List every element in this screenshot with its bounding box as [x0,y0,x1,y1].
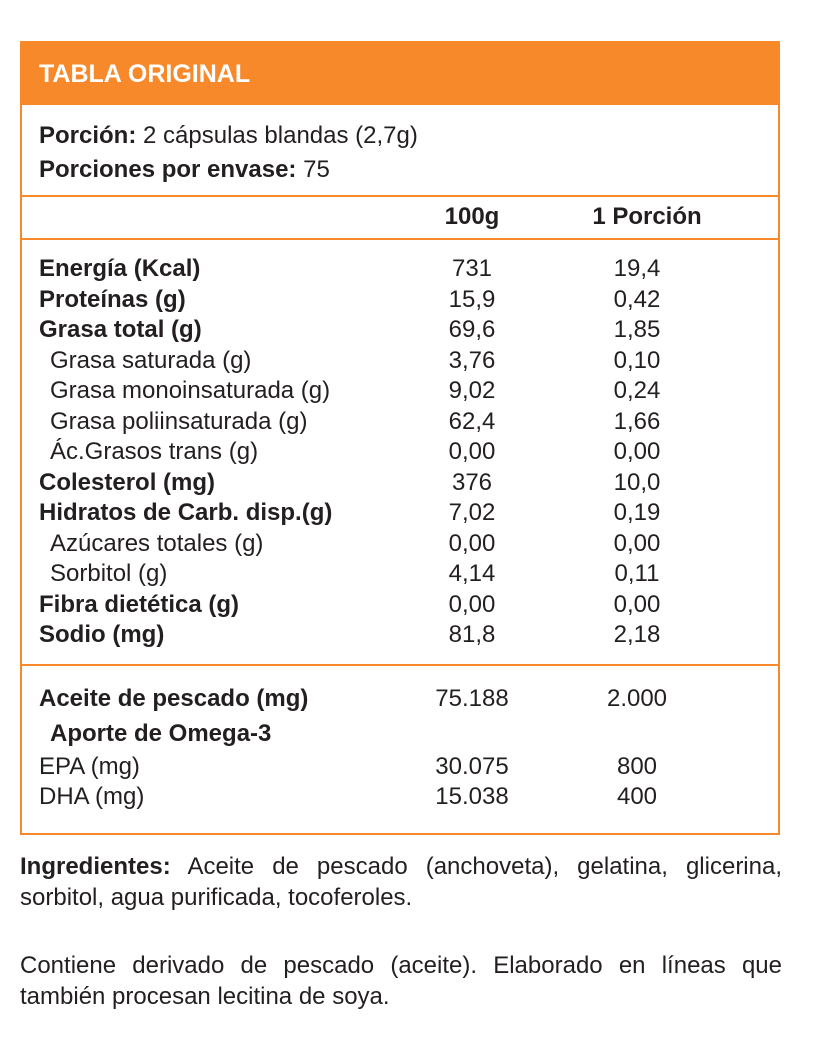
nutrient-label: Sorbitol (g) [50,560,168,587]
table-row [22,437,778,468]
per-pack-label: Porciones por envase: [39,156,297,183]
value-100g: 30.075 [435,752,509,780]
table-title: TABLA ORIGINAL [22,43,778,105]
value-portion: 0,00 [613,438,661,465]
omega-heading-row [22,715,778,752]
value-100g: 4,14 [448,560,496,587]
value-portion: 1,85 [613,316,661,343]
table-row [22,315,778,346]
serving-info [22,105,778,197]
table-row [22,684,778,715]
per-pack-line [39,153,778,187]
per-pack-value: 75 [303,156,330,183]
table-row [22,376,778,407]
nutrient-label: Colesterol (mg) [39,468,216,496]
value-100g: 0,00 [448,590,496,618]
value-portion: 19,4 [613,255,661,282]
value-100g: 62,4 [448,407,496,435]
nutrient-label: Grasa poliinsaturada (g) [50,407,308,435]
value-portion: 0,10 [613,346,661,374]
value-100g: 15.038 [435,783,509,810]
value-portion: 800 [616,752,658,780]
portion-line [39,119,778,153]
nutrient-label: Azúcares totales (g) [50,529,264,557]
nutrient-label: Ác.Grasos trans (g) [50,438,259,465]
fish-oil-label: Aceite de pescado (mg) [39,685,309,712]
table-row [22,498,778,529]
dha-label: DHA (mg) [39,783,145,810]
value-portion: 2,18 [613,621,661,648]
nutrition-table [20,41,780,835]
value-100g: 9,02 [448,377,496,404]
nutrient-label: Hidratos de Carb. disp.(g) [39,499,333,526]
portion-value: 2 cápsulas blandas (2,7g) [143,122,418,149]
epa-label: EPA (mg) [39,752,140,780]
table-row [22,407,778,438]
nutrient-label: Fibra dietética (g) [39,590,240,618]
value-portion: 0,19 [613,499,661,526]
value-100g: 0,00 [448,529,496,557]
table-row [22,782,778,813]
value-100g: 69,6 [448,316,496,343]
nutrient-label: Grasa monoinsaturada (g) [50,377,331,404]
nutrient-label: Grasa total (g) [39,316,202,343]
nutrient-label: Grasa saturada (g) [50,346,252,374]
table-row [22,254,778,285]
table-row [22,559,778,590]
value-portion: 10,0 [613,468,661,496]
portion-label: Porción: [39,122,137,149]
value-portion: 0,00 [613,590,661,618]
nutrient-label: Energía (Kcal) [39,255,201,282]
value-portion: 400 [616,783,658,810]
column-headers [22,197,778,240]
value-100g: 731 [451,255,493,282]
table-row [22,620,778,651]
nutrient-rows [22,240,778,651]
ingredients-paragraph [20,851,782,913]
value-portion: 1,66 [613,407,661,435]
oil-section [22,684,778,813]
value-portion: 2.000 [606,685,668,712]
value-100g: 75.188 [435,685,509,712]
value-100g: 7,02 [448,499,496,526]
table-row [22,468,778,499]
table-row [22,752,778,783]
section-divider [22,664,778,666]
col-header-portion: 1 Porción [592,203,702,230]
value-portion: 0,24 [613,377,661,404]
nutrient-label: Sodio (mg) [39,621,165,648]
table-row [22,590,778,621]
ingredients-text: Aceite de pescado (anchoveta), gelatina, glicerina, sorbitol, agua purificada, tocoferoles. [20,853,783,911]
value-100g: 3,76 [448,346,496,374]
allergen-note: Contiene derivado de pescado (aceite). Elaborado en líneas que también procesan lecitina de soya. [20,952,782,1010]
value-100g: 15,9 [448,285,496,313]
value-100g: 81,8 [448,621,496,648]
table-row [22,529,778,560]
col-header-100g: 100g [444,203,500,230]
nutrient-label: Proteínas (g) [39,285,186,313]
table-row [22,285,778,316]
value-portion: 0,42 [613,285,661,313]
value-100g: 0,00 [448,438,496,465]
omega-heading: Aporte de Omega-3 [50,719,272,747]
ingredients-label: Ingredientes: [20,853,171,880]
table-row [22,346,778,377]
value-portion: 0,11 [614,560,660,587]
value-100g: 376 [451,468,493,496]
value-portion: 0,00 [613,529,661,557]
